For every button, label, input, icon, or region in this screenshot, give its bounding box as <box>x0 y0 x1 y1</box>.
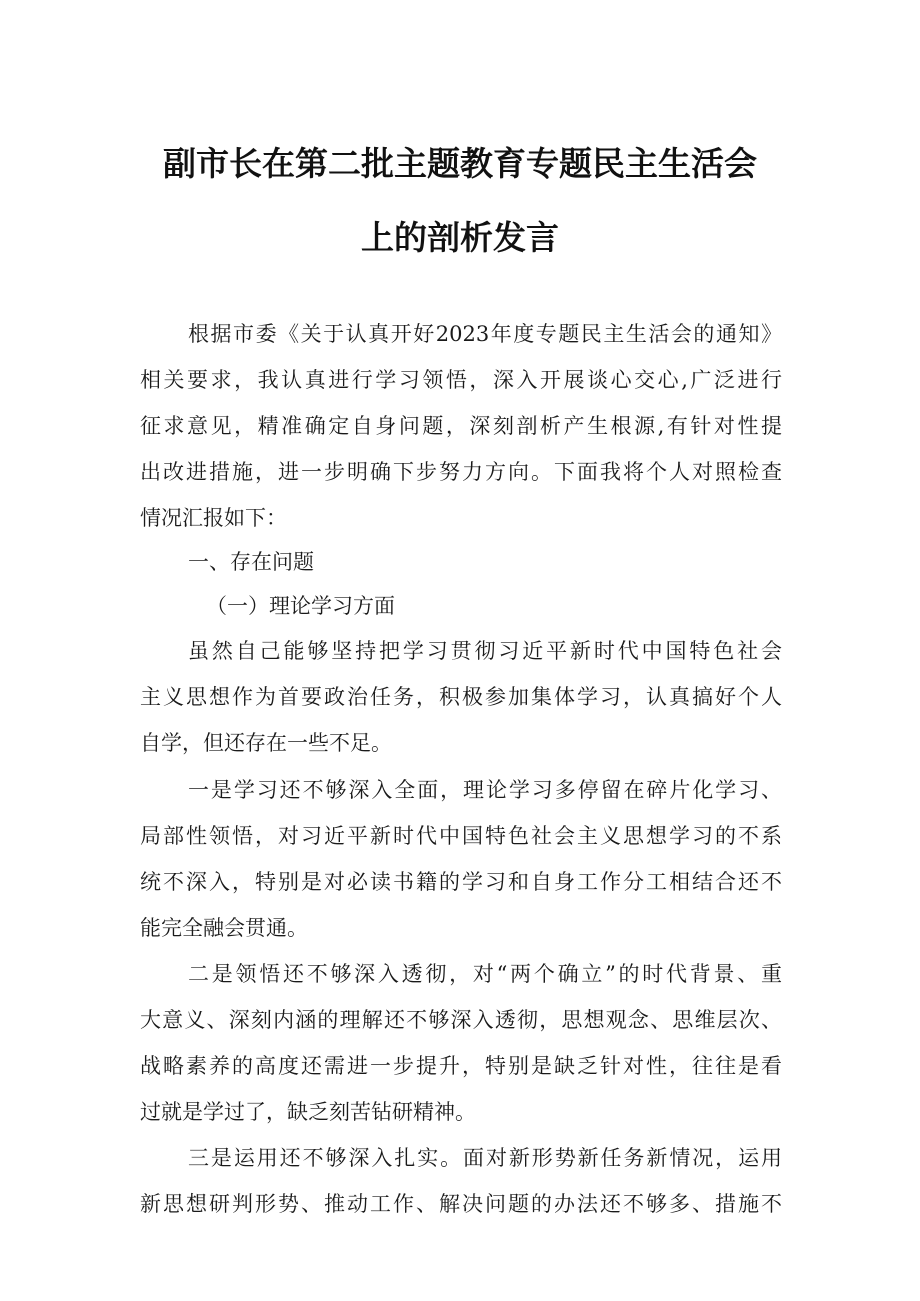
intro-line-4: 出改进措施，进一步明确下步努力方向。下面我将个人对照检查 <box>140 460 782 484</box>
intro-line-3: 征求意见，精准确定自身问题，深刻剖析产生根源,有针对性提 <box>140 414 782 438</box>
document-title-line-2: 上的剖析发言 <box>361 218 559 257</box>
point-one-line-4: 能完全融会贯通。 <box>140 916 308 940</box>
point-two-line-1: 二是领悟还不够深入透彻，对“两个确立”的时代背景、重 <box>188 962 782 986</box>
subsection-heading-theory-study: （一）理论学习方面 <box>206 594 395 618</box>
intro-line-5: 情况汇报如下： <box>140 506 287 530</box>
section-heading-problems: 一、存在问题 <box>188 550 314 574</box>
point-two-line-2: 大意义、深刻内涵的理解还不够深入透彻，思想观念、思维层次、 <box>140 1008 782 1032</box>
point-two-line-3: 战略素养的高度还需进一步提升，特别是缺乏针对性，往往是看 <box>140 1054 782 1078</box>
point-one-line-1: 一是学习还不够深入全面，理论学习多停留在碎片化学习、 <box>188 778 782 802</box>
summary-line-3: 自学，但还存在一些不足。 <box>140 731 392 755</box>
document-title-line-1: 副市长在第二批主题教育专题民主生活会 <box>163 144 757 183</box>
point-two-line-4: 过就是学过了，缺乏刻苦钻研精神。 <box>140 1100 476 1124</box>
point-one-line-2: 局部性领悟，对习近平新时代中国特色社会主义思想学习的不系 <box>140 824 782 848</box>
point-three-line-1: 三是运用还不够深入扎实。面对新形势新任务新情况，运用 <box>188 1146 782 1170</box>
point-three-line-2: 新思想研判形势、推动工作、解决问题的办法还不够多、措施不 <box>140 1192 782 1216</box>
intro-line-2: 相关要求，我认真进行学习领悟，深入开展谈心交心,广泛进行 <box>140 368 782 392</box>
point-one-line-3: 统不深入，特别是对必读书籍的学习和自身工作分工相结合还不 <box>140 870 782 894</box>
intro-line-1: 根据市委《关于认真开好2023年度专题民主生活会的通知》 <box>188 322 782 346</box>
summary-line-2: 主义思想作为首要政治任务，积极参加集体学习，认真搞好个人 <box>140 685 782 709</box>
summary-line-1: 虽然自己能够坚持把学习贯彻习近平新时代中国特色社会 <box>188 639 782 663</box>
